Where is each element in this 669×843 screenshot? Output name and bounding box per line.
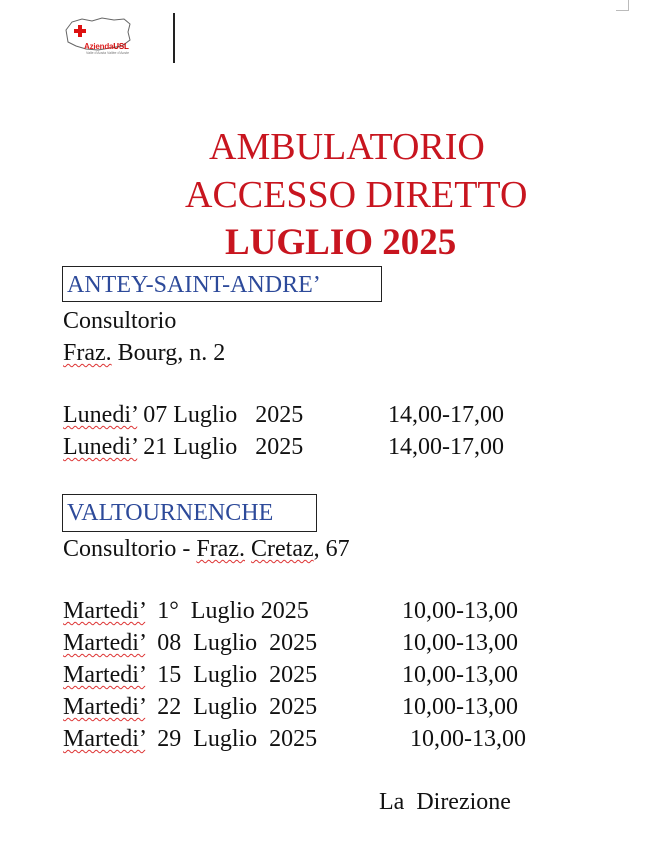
schedule-hours: 14,00-17,00 [388,434,504,460]
section-antey-venue: Consultorio [63,308,177,334]
page-corner-mark [616,0,629,11]
schedule-hours: 10,00-13,00 [402,598,518,624]
schedule-row: Martedi’ 22 Luglio 2025 [63,694,318,720]
title-line-2: ACCESSO DIRETTO [185,174,528,216]
section-antey-heading: ANTEY-SAINT-ANDRE’ [62,266,382,302]
schedule-row: Martedi’ 1° Luglio 2025 [63,598,309,624]
schedule-hours: 10,00-13,00 [402,694,518,720]
schedule-hours: 10,00-13,00 [402,662,518,688]
schedule-row: Martedi’ 29 Luglio 2025 [63,726,318,752]
signature: La Direzione [379,789,511,815]
logo-subtitle: Valle d'Aosta Vallée d'Aoste [86,51,130,55]
logo-brand-text: AziendaUSL [84,42,129,51]
schedule-row: Lunedi’ 21 Luglio 2025 [63,434,304,460]
title-line-3: LUGLIO 2025 [225,222,457,263]
section-antey-address: Fraz. Bourg, n. 2 [63,340,226,366]
schedule-hours: 10,00-13,00 [410,726,526,752]
schedule-hours: 10,00-13,00 [402,630,518,656]
azienda-usl-logo [62,16,134,58]
text-cursor [173,13,175,63]
section-valtournenche-heading: VALTOURNENCHE [62,494,317,532]
title-line-1: AMBULATORIO [209,126,485,168]
schedule-row: Lunedi’ 07 Luglio 2025 [63,402,304,428]
section-valtournenche-venue: Consultorio - Fraz. Cretaz, 67 [63,536,350,562]
schedule-row: Martedi’ 15 Luglio 2025 [63,662,318,688]
schedule-hours: 14,00-17,00 [388,402,504,428]
schedule-row: Martedi’ 08 Luglio 2025 [63,630,318,656]
